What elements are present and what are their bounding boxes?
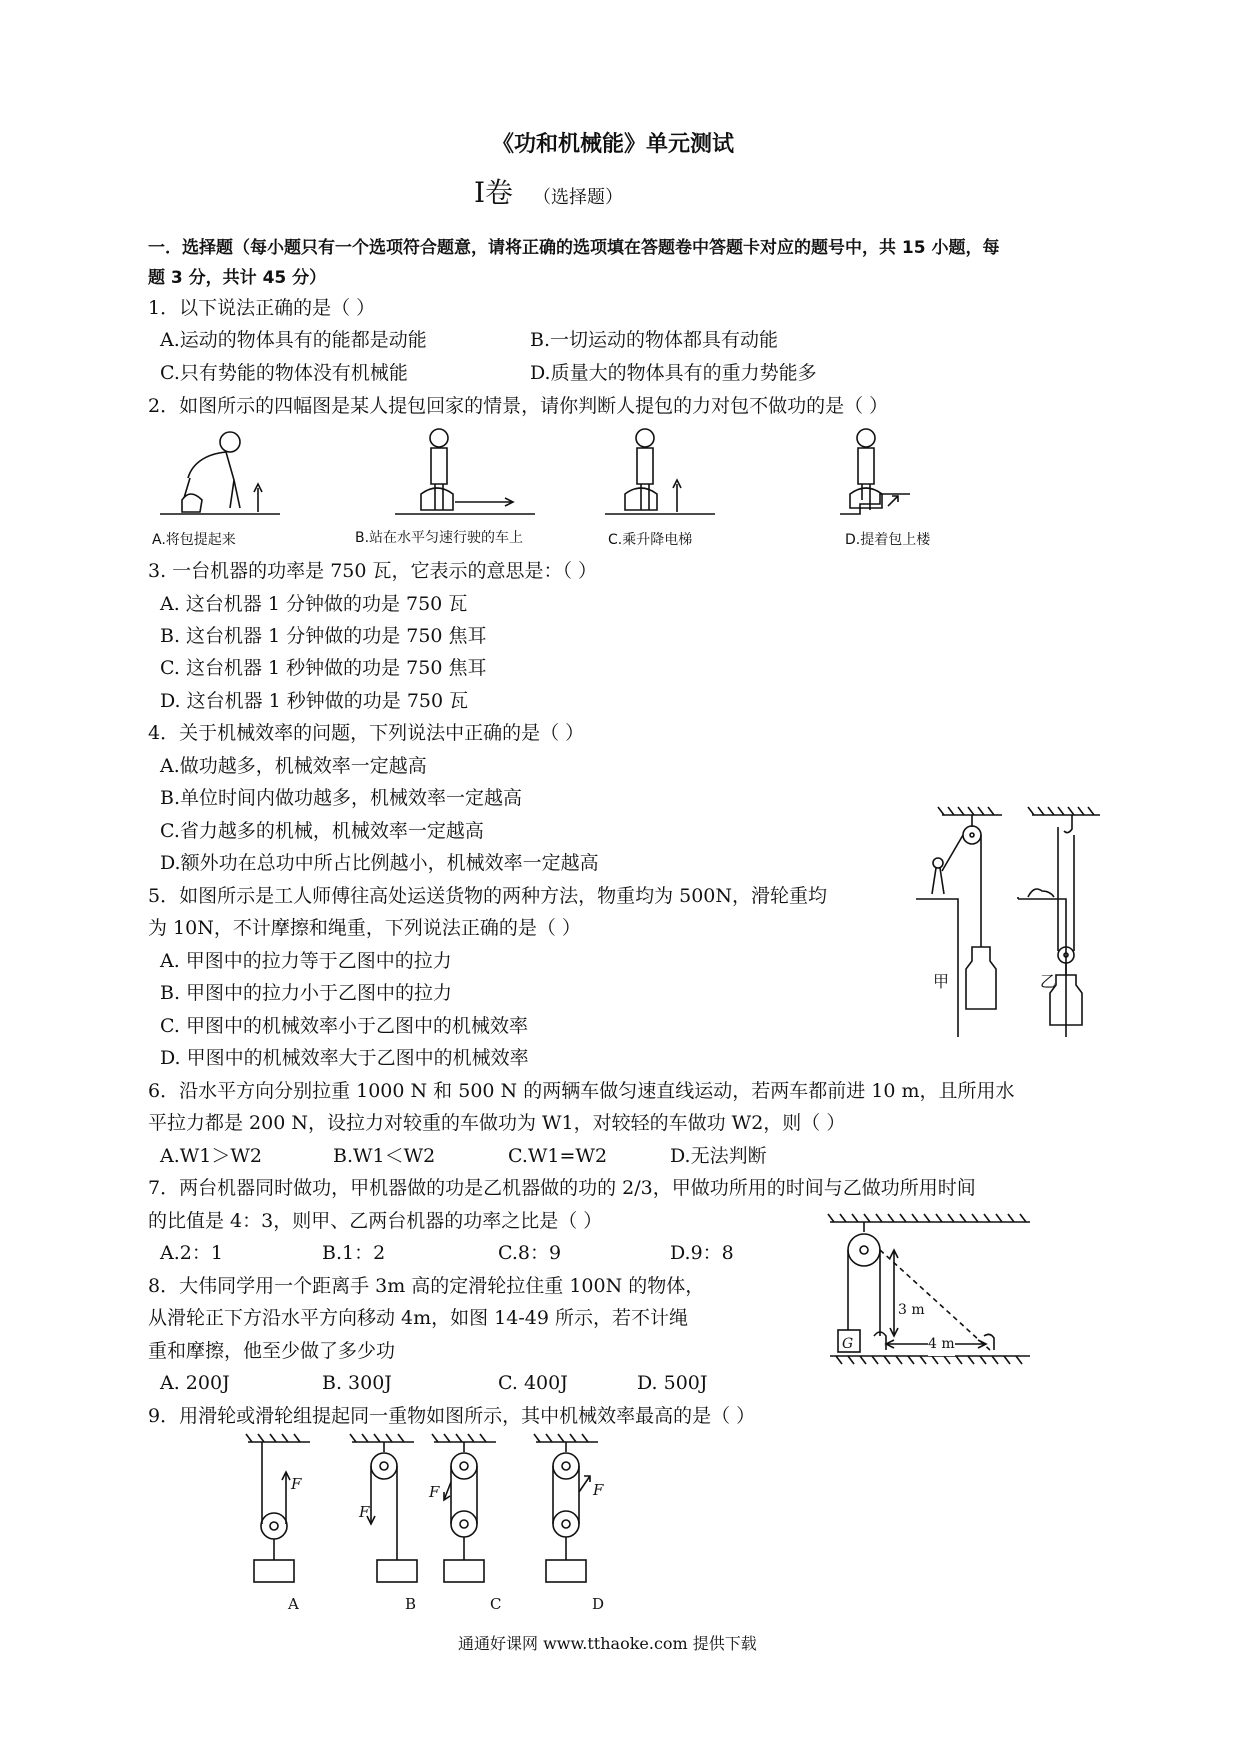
q9-letter-b: B: [405, 1595, 417, 1613]
q1-stem: 1．以下说法正确的是（ ）: [148, 297, 376, 319]
q4-option-c: C.省力越多的机械，机械效率一定越高: [160, 820, 484, 842]
q9-letter-d: D: [592, 1595, 605, 1613]
q5-option-d: D. 甲图中的机械效率大于乙图中的机械效率: [160, 1047, 529, 1069]
q9-figure-c: [432, 1434, 496, 1582]
section-heading-line1: 一．选择题（每小题只有一个选项符合题意，请将正确的选项填在答题卷中答题卡对应的题号中，共 15 小题，每: [148, 238, 1000, 258]
q9-letter-a: A: [288, 1595, 299, 1613]
q9-force-label-d: F: [593, 1481, 604, 1499]
q2-figure-b: [395, 420, 535, 530]
q3-stem: 3. 一台机器的功率是 750 瓦，它表示的意思是：（ ）: [148, 560, 598, 582]
q3-option-d: D. 这台机器 1 秒钟做的功是 750 瓦: [160, 690, 469, 712]
q6-option-c: C.W1=W2: [508, 1145, 608, 1167]
q3-option-a: A. 这台机器 1 分钟做的功是 750 瓦: [160, 593, 468, 615]
q2-figure-c: [605, 420, 715, 530]
q4-option-b: B.单位时间内做功越多，机械效率一定越高: [160, 787, 523, 809]
q5-label-jia: 甲: [933, 972, 950, 991]
paper-section-note: （选择题）: [533, 187, 623, 208]
q7-option-a: A.2：1: [160, 1242, 223, 1264]
q4-option-a: A.做功越多，机械效率一定越高: [160, 755, 427, 777]
q8-option-a: A. 200J: [160, 1372, 230, 1394]
q8-option-d: D. 500J: [637, 1372, 708, 1394]
page-title: 《功和机械能》单元测试: [492, 132, 735, 157]
q9-force-label-a: F: [291, 1475, 302, 1493]
page-footer: 通通好课网 www.tthaoke.com 提供下载: [458, 1634, 757, 1653]
q2-caption-b: B.站在水平匀速行驶的车上: [355, 530, 524, 546]
q1-option-a: A.运动的物体具有的能都是动能: [160, 329, 427, 351]
q4-option-d: D.额外功在总功中所占比例越小，机械效率一定越高: [160, 852, 599, 874]
q2-caption-d: D.提着包上楼: [845, 532, 931, 548]
q7-option-d: D.9：8: [670, 1242, 734, 1264]
q8-option-b: B. 300J: [322, 1372, 392, 1394]
q8-stem-line1: 8．大伟同学用一个距离手 3m 高的定滑轮拉住重 100N 的物体，: [148, 1275, 705, 1297]
q7-stem-line2: 的比值是 4：3，则甲、乙两台机器的功率之比是（ ）: [148, 1210, 603, 1232]
q8-label-height: 3 m: [898, 1302, 925, 1318]
q1-option-c: C.只有势能的物体没有机械能: [160, 362, 408, 384]
q5-stem-line2: 为 10N，不计摩擦和绳重，下列说法正确的是（ ）: [148, 917, 581, 939]
q2-caption-a: A.将包提起来: [152, 532, 236, 548]
q7-stem-line1: 7．两台机器同时做功，甲机器做的功是乙机器做的功的 2/3，甲做功所用的时间与乙做功所用时间: [148, 1177, 976, 1199]
q9-stem: 9．用滑轮或滑轮组提起同一重物如图所示，其中机械效率最高的是（ ）: [148, 1405, 756, 1427]
q9-force-label-b: F: [359, 1503, 370, 1521]
q9-force-label-c: F: [429, 1483, 440, 1501]
q8-stem-line2: 从滑轮正下方沿水平方向移动 4m，如图 14-49 所示，若不计绳: [148, 1307, 688, 1329]
q9-pulley-figures: [240, 1432, 680, 1602]
q5-pulley-figure: [910, 805, 1110, 1037]
q6-stem-line1: 6．沿水平方向分别拉重 1000 N 和 500 N 的两辆车做匀速直线运动，若两车都前进 10 m，且所用水: [148, 1080, 1015, 1102]
q6-stem-line2: 平拉力都是 200 N，设拉力对较重的车做功为 W1，对较轻的车做功 W2，则（ ）: [148, 1112, 846, 1134]
q1-option-d: D.质量大的物体具有的重力势能多: [530, 362, 817, 384]
q5-stem-line1: 5．如图所示是工人师傅往高处运送货物的两种方法，物重均为 500N，滑轮重均: [148, 885, 828, 907]
q8-label-g: G: [842, 1336, 854, 1352]
section-heading-line2: 题 3 分，共计 45 分）: [148, 268, 327, 288]
q8-label-width: 4 m: [928, 1332, 955, 1356]
q3-option-c: C. 这台机器 1 秒钟做的功是 750 焦耳: [160, 657, 487, 679]
q9-figure-d: [534, 1434, 598, 1582]
q2-stem: 2．如图所示的四幅图是某人提包回家的情景，请你判断人提包的力对包不做功的是（ ）: [148, 395, 889, 417]
q6-option-a: A.W1＞W2: [160, 1145, 262, 1167]
q5-option-c: C. 甲图中的机械效率小于乙图中的机械效率: [160, 1015, 528, 1037]
paper-section-label: Ⅰ卷: [474, 176, 514, 209]
q7-option-b: B.1：2: [322, 1242, 386, 1264]
q6-option-d: D.无法判断: [670, 1145, 767, 1167]
q8-option-c: C. 400J: [498, 1372, 568, 1394]
q8-stem-line3: 重和摩擦，他至少做了多少功: [148, 1340, 396, 1362]
q2-figure-d: [840, 420, 950, 530]
q5-label-yi: 乙: [1040, 972, 1057, 991]
q7-option-c: C.8：9: [498, 1242, 562, 1264]
q2-caption-c: C.乘升降电梯: [608, 532, 693, 548]
q6-option-b: B.W1＜W2: [333, 1145, 436, 1167]
q4-stem: 4．关于机械效率的问题，下列说法中正确的是（ ）: [148, 722, 585, 744]
q1-option-b: B.一切运动的物体都具有动能: [530, 329, 779, 351]
q9-letter-c: C: [490, 1595, 502, 1613]
q5-option-b: B. 甲图中的拉力小于乙图中的拉力: [160, 982, 453, 1004]
q9-figure-a: [246, 1434, 310, 1582]
q2-figure-a: [160, 420, 280, 530]
q5-option-a: A. 甲图中的拉力等于乙图中的拉力: [160, 950, 452, 972]
q3-option-b: B. 这台机器 1 分钟做的功是 750 焦耳: [160, 625, 487, 647]
